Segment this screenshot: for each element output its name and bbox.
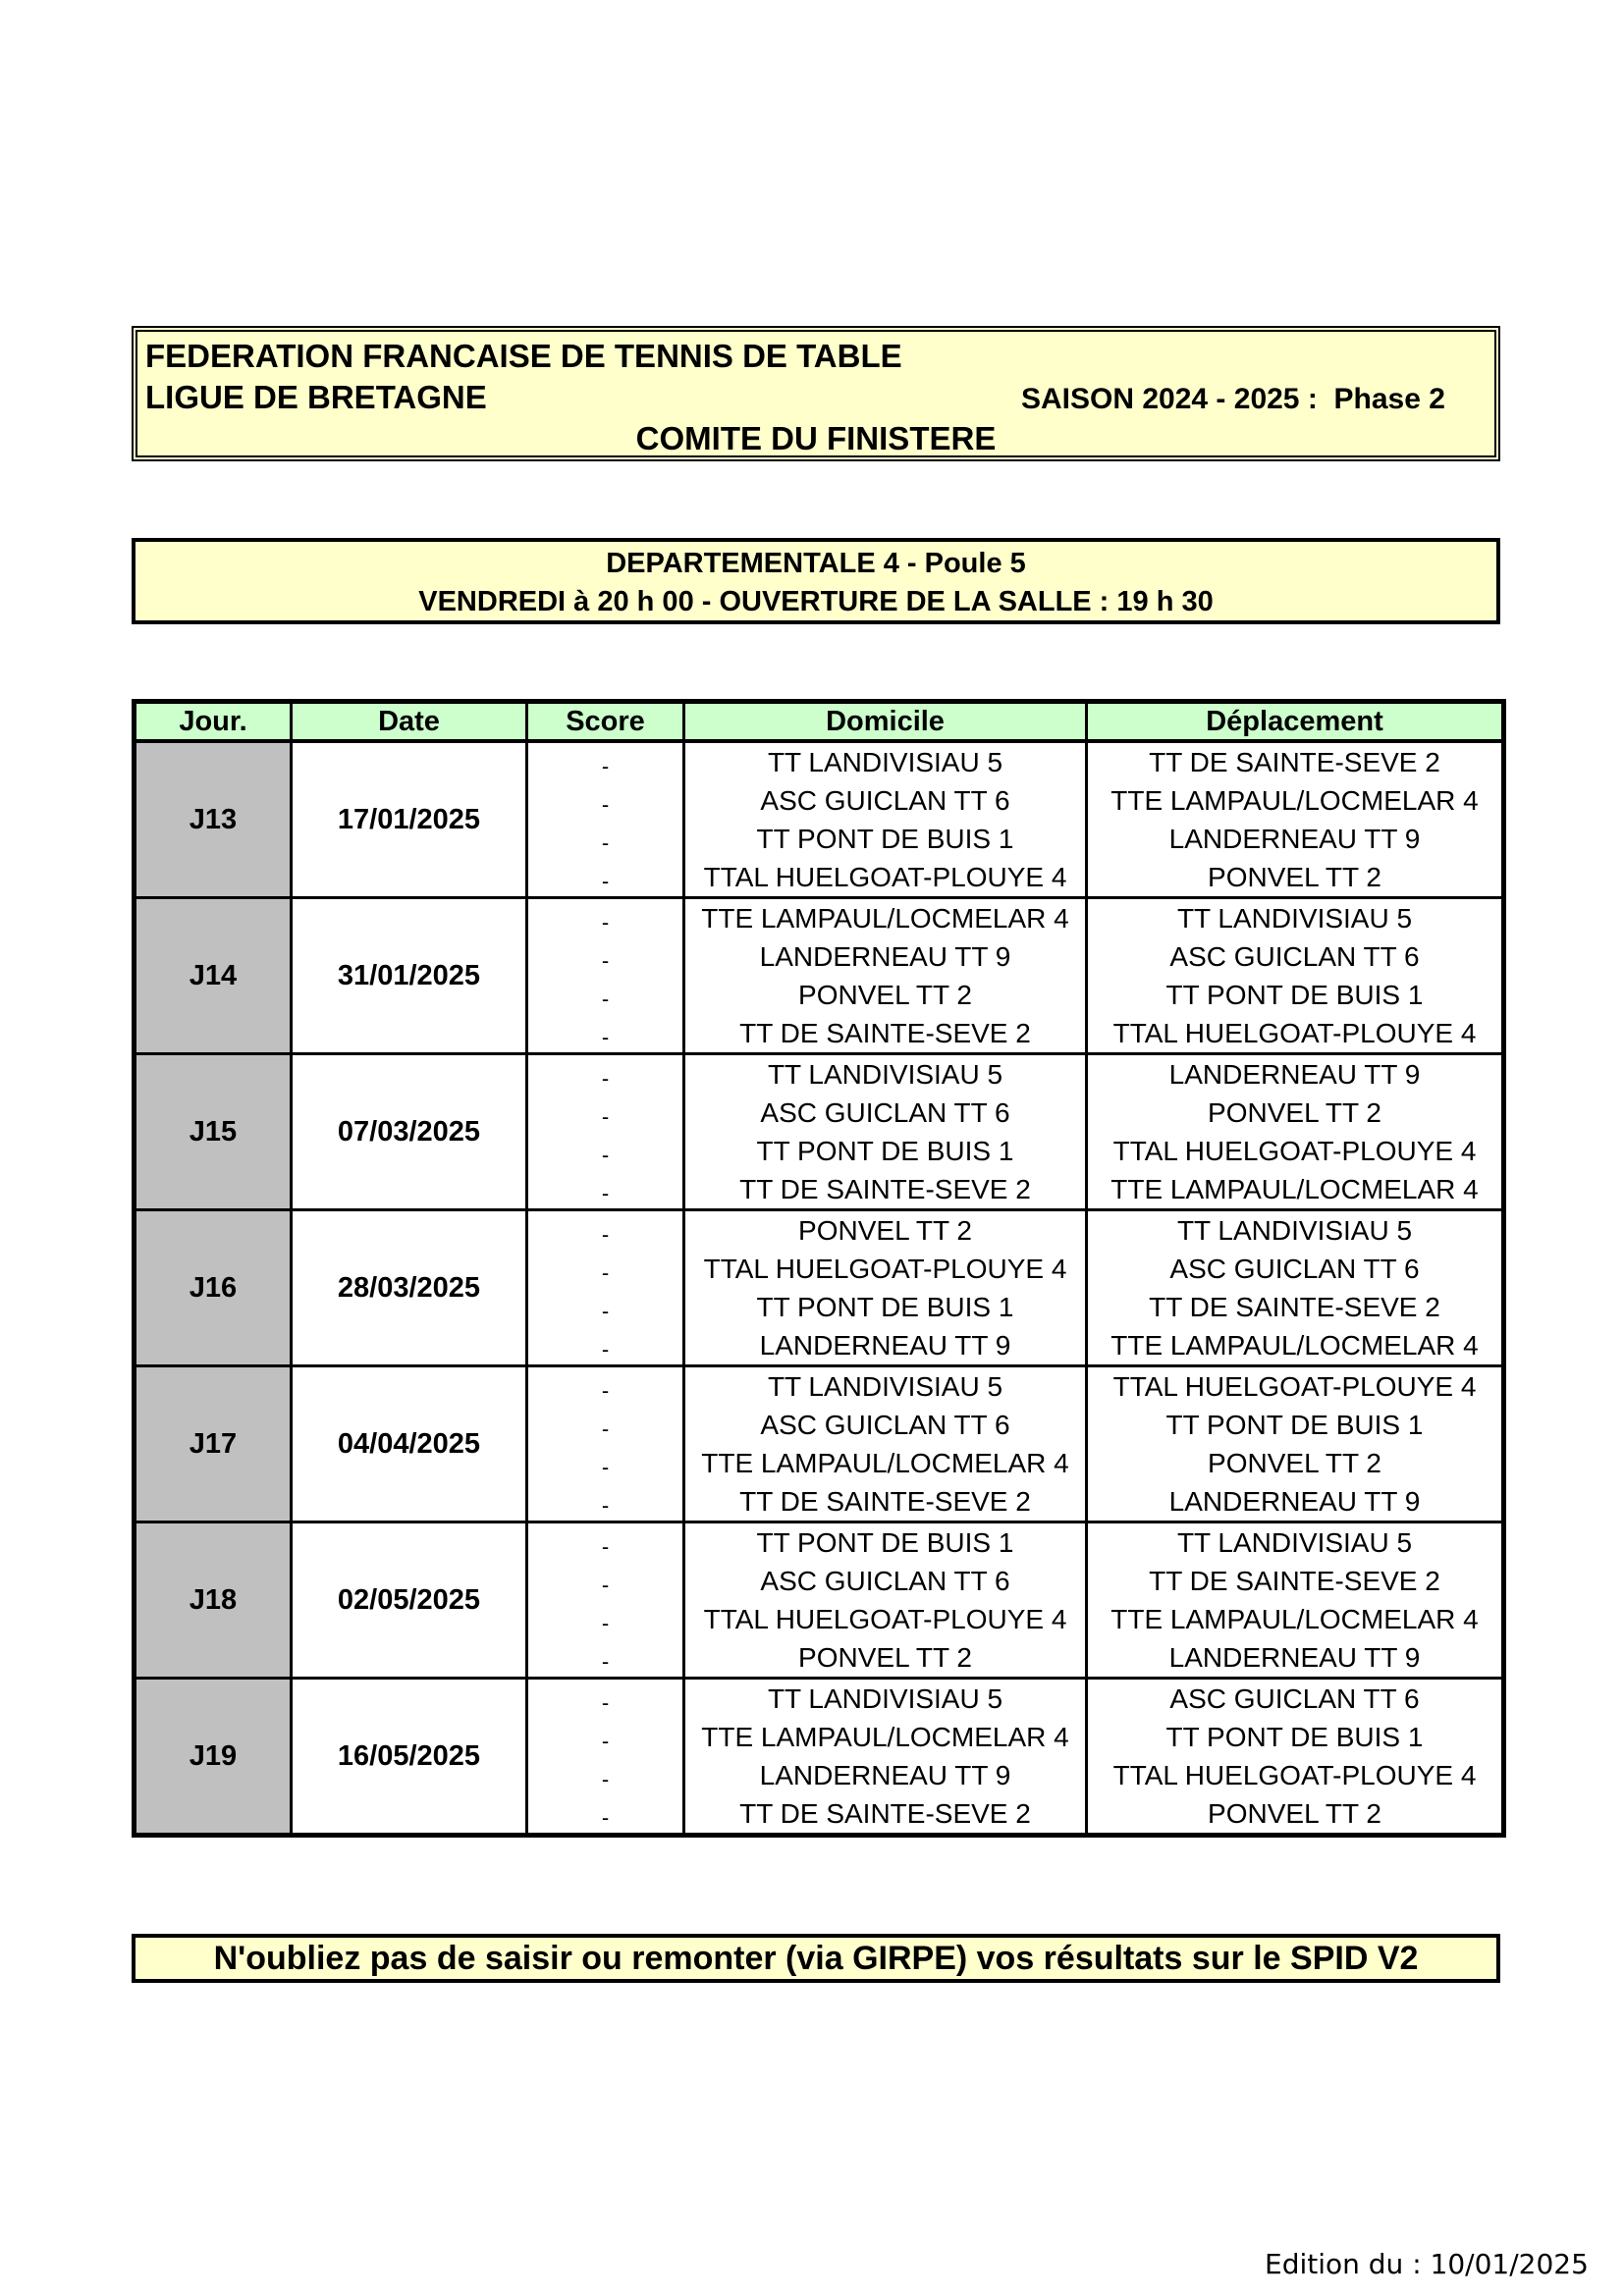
home-team: ASC GUICLAN TT 6 [684, 1094, 1087, 1132]
home-team: TTE LAMPAUL/LOCMELAR 4 [684, 1718, 1087, 1756]
federation-header [132, 326, 1500, 461]
match-score: - [527, 1250, 684, 1288]
round-label: J18 [135, 1522, 292, 1679]
match-score: - [527, 1132, 684, 1170]
away-team: TT PONT DE BUIS 1 [1087, 1718, 1504, 1756]
away-team: ASC GUICLAN TT 6 [1087, 1679, 1504, 1719]
away-team: PONVEL TT 2 [1087, 858, 1504, 898]
table-row [135, 1366, 1504, 1407]
round-date: 07/03/2025 [292, 1054, 527, 1210]
edition-date: Edition du : 10/01/2025 [1265, 2248, 1589, 2280]
table-row [135, 1679, 1504, 1719]
away-team: PONVEL TT 2 [1087, 1444, 1504, 1482]
match-score: - [527, 898, 684, 938]
away-team: TTE LAMPAUL/LOCMELAR 4 [1087, 1326, 1504, 1366]
home-team: LANDERNEAU TT 9 [684, 937, 1087, 976]
table-row [135, 1210, 1504, 1251]
match-score: - [527, 1288, 684, 1326]
home-team: TT DE SAINTE-SEVE 2 [684, 1794, 1087, 1836]
header-domicile: Domicile [684, 702, 1087, 742]
match-score: - [527, 1054, 684, 1095]
match-score: - [527, 1679, 684, 1719]
away-team: TT DE SAINTE-SEVE 2 [1087, 741, 1504, 781]
match-score: - [527, 1366, 684, 1407]
away-team: TT LANDIVISIAU 5 [1087, 1522, 1504, 1563]
home-team: TTAL HUELGOAT-PLOUYE 4 [684, 1250, 1087, 1288]
round-date: 17/01/2025 [292, 741, 527, 898]
match-score: - [527, 1562, 684, 1600]
federation-name: FEDERATION FRANCAISE DE TENNIS DE TABLE [145, 338, 902, 374]
division-banner [132, 538, 1500, 624]
home-team: TTE LAMPAUL/LOCMELAR 4 [684, 898, 1087, 938]
round-date: 04/04/2025 [292, 1366, 527, 1522]
home-team: TT PONT DE BUIS 1 [684, 1522, 1087, 1563]
match-score: - [527, 820, 684, 858]
match-score: - [527, 937, 684, 976]
home-team: TT PONT DE BUIS 1 [684, 1288, 1087, 1326]
header-jour: Jour. [135, 702, 292, 742]
home-team: TT PONT DE BUIS 1 [684, 820, 1087, 858]
round-date: 31/01/2025 [292, 898, 527, 1054]
round-label: J17 [135, 1366, 292, 1522]
match-score: - [527, 858, 684, 898]
home-team: PONVEL TT 2 [684, 1210, 1087, 1251]
away-team: TTAL HUELGOAT-PLOUYE 4 [1087, 1014, 1504, 1054]
away-team: TTAL HUELGOAT-PLOUYE 4 [1087, 1756, 1504, 1794]
round-date: 16/05/2025 [292, 1679, 527, 1836]
match-score: - [527, 1326, 684, 1366]
table-row [135, 1522, 1504, 1563]
division-schedule: VENDREDI à 20 h 00 - OUVERTURE DE LA SALLE : 19 h 30 [418, 586, 1214, 617]
away-team: PONVEL TT 2 [1087, 1094, 1504, 1132]
round-label: J16 [135, 1210, 292, 1366]
away-team: LANDERNEAU TT 9 [1087, 820, 1504, 858]
committee-name: COMITE DU FINISTERE [635, 420, 997, 456]
round-label: J15 [135, 1054, 292, 1210]
round-date: 28/03/2025 [292, 1210, 527, 1366]
away-team: TT DE SAINTE-SEVE 2 [1087, 1288, 1504, 1326]
home-team: PONVEL TT 2 [684, 976, 1087, 1014]
away-team: TTE LAMPAUL/LOCMELAR 4 [1087, 1170, 1504, 1210]
table-header-row [135, 702, 1504, 742]
home-team: TT LANDIVISIAU 5 [684, 1679, 1087, 1719]
home-team: ASC GUICLAN TT 6 [684, 1562, 1087, 1600]
away-team: LANDERNEAU TT 9 [1087, 1054, 1504, 1095]
home-team: TT PONT DE BUIS 1 [684, 1132, 1087, 1170]
match-score: - [527, 1600, 684, 1638]
away-team: TT LANDIVISIAU 5 [1087, 898, 1504, 938]
division-title: DEPARTEMENTALE 4 - Poule 5 [606, 548, 1026, 579]
away-team: TT DE SAINTE-SEVE 2 [1087, 1562, 1504, 1600]
away-team: LANDERNEAU TT 9 [1087, 1638, 1504, 1679]
away-team: PONVEL TT 2 [1087, 1794, 1504, 1836]
away-team: ASC GUICLAN TT 6 [1087, 937, 1504, 976]
home-team: TTAL HUELGOAT-PLOUYE 4 [684, 858, 1087, 898]
match-score: - [527, 1094, 684, 1132]
match-score: - [527, 1170, 684, 1210]
away-team: TTE LAMPAUL/LOCMELAR 4 [1087, 781, 1504, 820]
match-score: - [527, 1756, 684, 1794]
table-row [135, 1054, 1504, 1095]
home-team: TT LANDIVISIAU 5 [684, 741, 1087, 781]
round-date: 02/05/2025 [292, 1522, 527, 1679]
match-score: - [527, 1718, 684, 1756]
season-label: SAISON 2024 - 2025 : Phase 2 [1021, 383, 1445, 415]
away-team: TTAL HUELGOAT-PLOUYE 4 [1087, 1366, 1504, 1407]
home-team: LANDERNEAU TT 9 [684, 1756, 1087, 1794]
schedule-table [132, 699, 1506, 1838]
away-team: LANDERNEAU TT 9 [1087, 1482, 1504, 1522]
match-score: - [527, 781, 684, 820]
home-team: ASC GUICLAN TT 6 [684, 781, 1087, 820]
round-label: J13 [135, 741, 292, 898]
match-score: - [527, 741, 684, 781]
match-score: - [527, 1794, 684, 1836]
home-team: TTE LAMPAUL/LOCMELAR 4 [684, 1444, 1087, 1482]
home-team: TT LANDIVISIAU 5 [684, 1054, 1087, 1095]
header-score: Score [527, 702, 684, 742]
home-team: TT DE SAINTE-SEVE 2 [684, 1170, 1087, 1210]
match-score: - [527, 1522, 684, 1563]
match-score: - [527, 1406, 684, 1444]
away-team: TT LANDIVISIAU 5 [1087, 1210, 1504, 1251]
away-team: TTAL HUELGOAT-PLOUYE 4 [1087, 1132, 1504, 1170]
reminder-banner: N'oubliez pas de saisir ou remonter (via GIRPE) vos résultats sur le SPID V2 [132, 1934, 1500, 1983]
round-label: J19 [135, 1679, 292, 1836]
away-team: TT PONT DE BUIS 1 [1087, 1406, 1504, 1444]
league-name: LIGUE DE BRETAGNE [145, 379, 487, 415]
table-row [135, 898, 1504, 938]
match-score: - [527, 1482, 684, 1522]
away-team: TTE LAMPAUL/LOCMELAR 4 [1087, 1600, 1504, 1638]
away-team: ASC GUICLAN TT 6 [1087, 1250, 1504, 1288]
away-team: TT PONT DE BUIS 1 [1087, 976, 1504, 1014]
match-score: - [527, 1638, 684, 1679]
home-team: TTAL HUELGOAT-PLOUYE 4 [684, 1600, 1087, 1638]
home-team: TT DE SAINTE-SEVE 2 [684, 1482, 1087, 1522]
home-team: TT DE SAINTE-SEVE 2 [684, 1014, 1087, 1054]
header-deplacement: Déplacement [1087, 702, 1504, 742]
match-score: - [527, 976, 684, 1014]
home-team: LANDERNEAU TT 9 [684, 1326, 1087, 1366]
table-row [135, 741, 1504, 781]
round-label: J14 [135, 898, 292, 1054]
home-team: ASC GUICLAN TT 6 [684, 1406, 1087, 1444]
header-date: Date [292, 702, 527, 742]
home-team: PONVEL TT 2 [684, 1638, 1087, 1679]
home-team: TT LANDIVISIAU 5 [684, 1366, 1087, 1407]
match-score: - [527, 1014, 684, 1054]
match-score: - [527, 1210, 684, 1251]
schedule-body [135, 741, 1504, 1836]
match-score: - [527, 1444, 684, 1482]
